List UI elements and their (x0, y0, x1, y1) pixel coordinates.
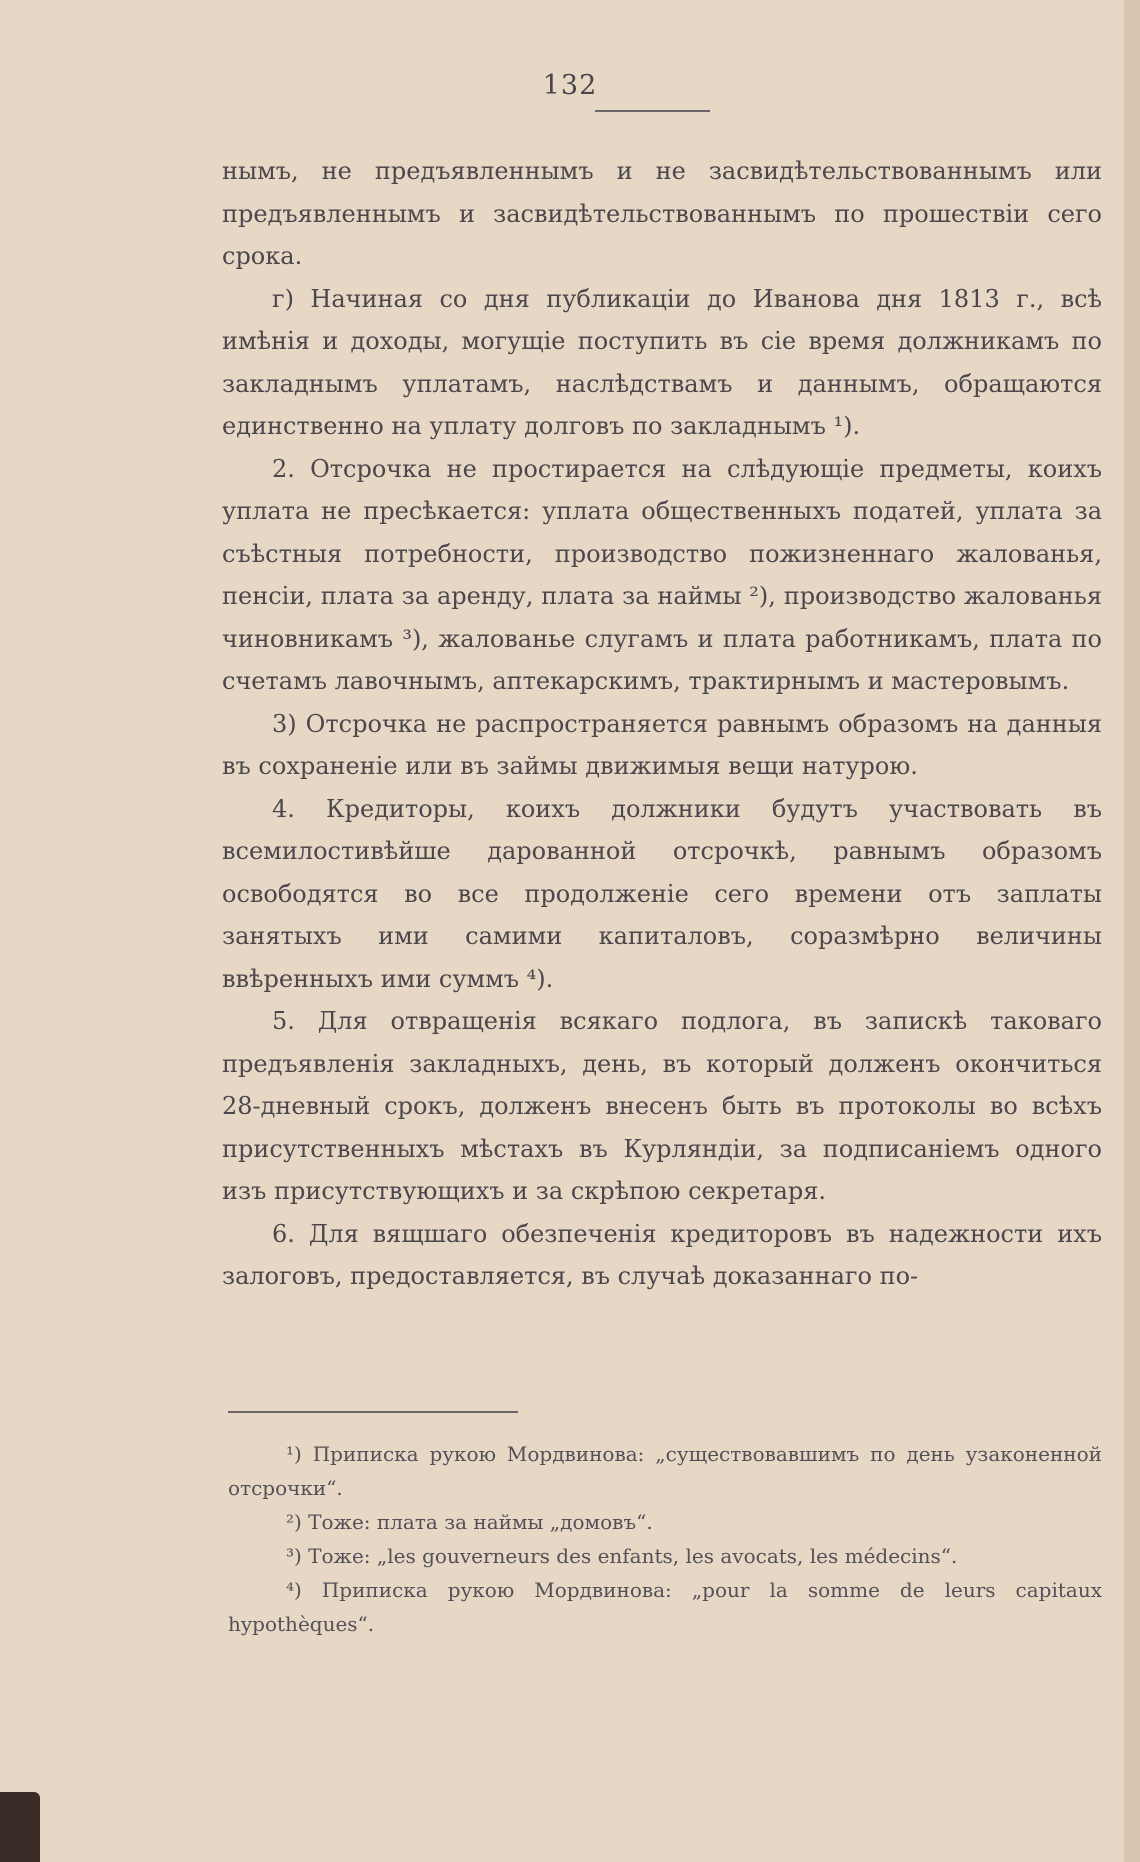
page-number: 132 (542, 70, 598, 101)
footnote: ³) Тоже: „les gouverneurs des enfants, les avocats, les médecins“. (286, 1544, 958, 1568)
footnote: ¹) Приписка рукою Мордвинова: „существовавшимъ по день узаконенной отсрочки“. (228, 1442, 1102, 1500)
paragraph: г) Начиная со дня публикаціи до Иванова дня 1813 г., всѣ имѣнія и доходы, могущіе поступить въ сіе время должникамъ по закладнымъ уплатамъ, наслѣдствамъ и даннымъ, обращаются единственно на уплату долговъ по закладнымъ ¹). (222, 284, 1102, 440)
page-header (0, 70, 1140, 101)
paragraph: 5. Для отвращенія всякаго подлога, въ запискѣ таковаго предъявленія закладныхъ, день, въ который долженъ окончиться 28-дневный срокъ, долженъ внесенъ быть въ протоколы во всѣхъ присутственныхъ мѣстахъ въ Курляндіи, за подписаніемъ одного изъ присутствующихъ и за скрѣпою секретаря. (222, 1007, 1102, 1205)
paragraph: нымъ, не предъявленнымъ и не засвидѣтельствованнымъ или предъявленнымъ и засвидѣтельствованнымъ по прошествіи сего срока. (222, 157, 1102, 270)
paragraph: 3) Отсрочка не распространяется равнымъ образомъ на данныя въ сохраненіе или въ займы движимыя вещи натурою. (222, 709, 1102, 780)
footnote: ⁴) Приписка рукою Мордвинова: „pour la somme de leurs capitaux hypothèques“. (228, 1578, 1102, 1636)
paragraph: 4. Кредиторы, коихъ должники будутъ участвовать въ всемилостивѣйше дарованной отсрочкѣ, равнымъ образомъ освободятся во все продолженіе сего времени отъ заплаты занятыхъ ими самими капиталовъ, соразмѣрно величины ввѣренныхъ ими суммъ ⁴). (222, 794, 1102, 993)
footnote: ²) Тоже: плата за наймы „домовъ“. (286, 1510, 653, 1534)
paragraph: 6. Для вящшаго обезпеченія кредиторовъ въ надежности ихъ залоговъ, предоставляется, въ случаѣ доказаннаго по- (222, 1219, 1102, 1290)
page-edge (1124, 0, 1140, 1862)
footnotes (228, 1437, 1102, 1641)
header-rule (595, 110, 710, 112)
footnote-rule (228, 1411, 518, 1413)
paragraph: 2. Отсрочка не простирается на слѣдующіе предметы, коихъ уплата не пресѣкается: уплата общественныхъ податей, уплата за съѣстныя потребности, производство пожизненнаго жалованья, пенсіи, плата за аренду, плата за наймы ²), производство жалованья чиновникамъ ³), жалованье слугамъ и плата работникамъ, плата по счетамъ лавочнымъ, аптекарскимъ, трактирнымъ и мастеровымъ. (222, 454, 1102, 695)
main-text (222, 150, 1102, 1298)
page-corner-shadow (0, 1792, 40, 1862)
